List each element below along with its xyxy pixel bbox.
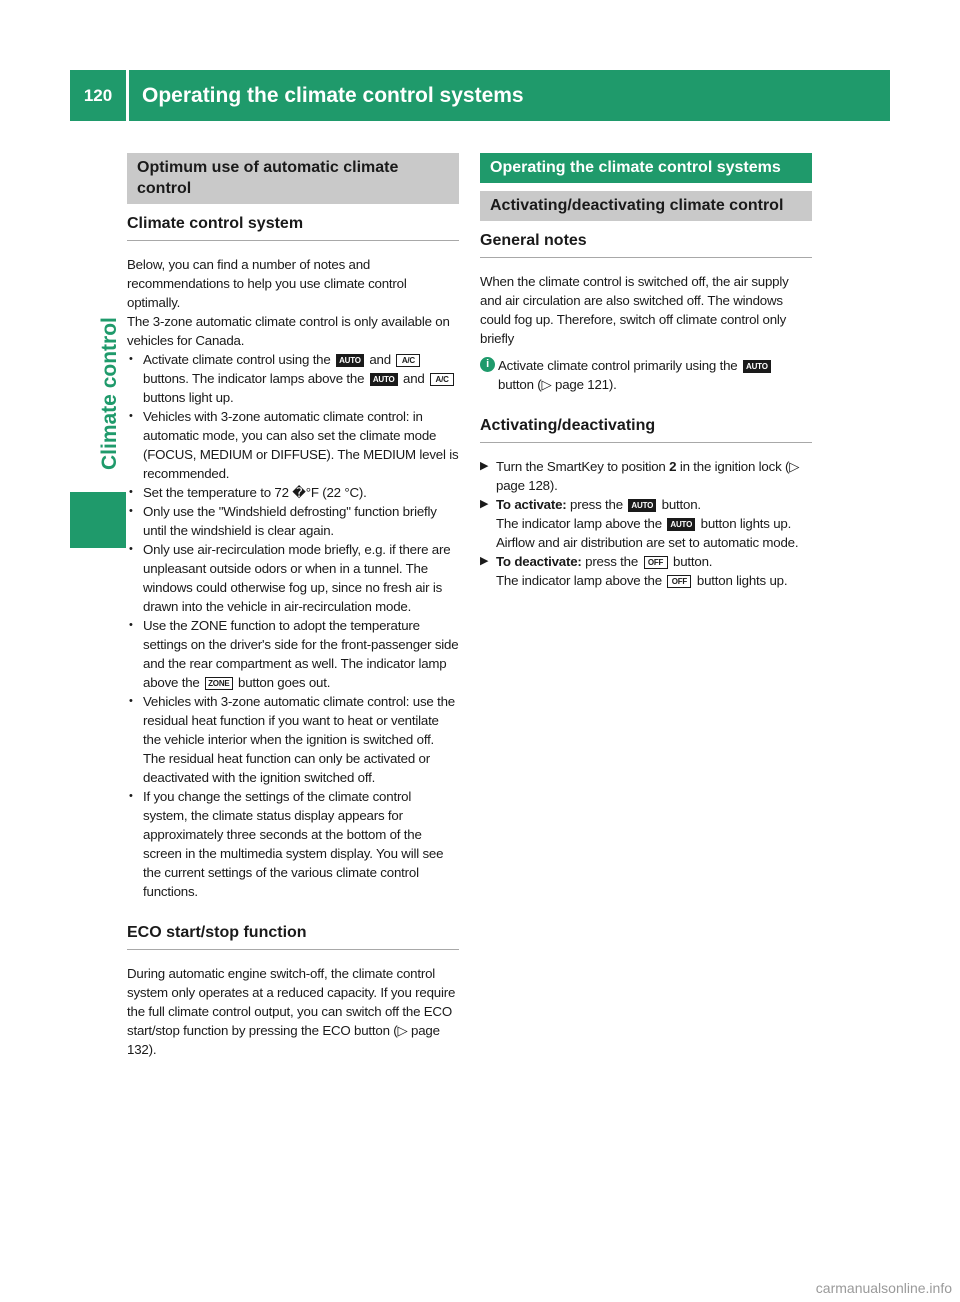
info-note: i Activate climate control primarily using the AUTO button (▷ page 121). [480,356,812,394]
arrow-icon: ▶ [480,498,489,510]
off-key-icon: OFF [644,556,668,569]
body-text [480,457,812,590]
section-heading-box: Activating/deactivating climate control [480,191,812,221]
step-item: ▶ To deactivate: press the OFF button. The indicator lamp above the OFF button lights up. [480,554,788,588]
info-icon: i [480,357,495,372]
arrow-icon: ▶ [480,555,489,567]
chapter-heading-box: Operating the climate control systems [480,153,812,183]
right-column [480,153,812,590]
list-item: • Set the temperature to 72 �°F (22 ‌°C). [129,485,367,500]
auto-key-icon: AUTO [667,518,695,531]
bullet-icon: • [129,543,133,555]
list-item: • Vehicles with 3-zone automatic climate control: use the residual heat function if you want to heat or ventilate the vehicle interior when the ignition is switched off. The residual heat function can only be activated or deactivated with the ignition switched off. [129,694,455,785]
watermark: carmanualsonline.info [815,1280,952,1296]
off-key-icon: OFF [667,575,691,588]
bullet-icon: • [129,790,133,802]
list-item: • Activate climate control using the AUTO and A/C buttons. The indicator lamps above the AUTO and A/C buttons light up. [127,350,459,407]
bullet-icon: • [129,695,133,707]
header-divider [126,70,129,121]
body-text [127,964,459,1059]
bullet-icon: • [129,505,133,517]
zone-key-icon: ZONE [205,677,232,690]
section-title: General notes [480,231,812,258]
body-text [480,272,812,394]
list-item: • Vehicles with 3-zone automatic climate control: in automatic mode, you can also set the climate mode (FOCUS, MEDIUM or DIFFUSE). The MEDIUM level is recommended. [129,409,459,481]
list-item: • Only use the "Windshield defrosting" function briefly until the windshield is clear again. [129,504,437,538]
body-text [127,255,459,901]
list-item: • If you change the settings of the climate control system, the climate status display appears for approximately three seconds at the bottom of the screen in the multimedia system display. You will see the current settings of the various climate control functions. [129,789,444,899]
bullet-list [127,350,459,901]
auto-key-icon: AUTO [336,354,364,367]
paragraph: When the climate control is switched off, the air supply and air circulation are also switched off. The windows could fog up. Therefore, switch off climate control only briefly [480,274,789,346]
side-tab-label: Climate control [98,317,121,470]
bullet-icon: • [129,486,133,498]
page-number: 120 [83,86,113,105]
list-item: • Use the ZONE function to adopt the temperature settings on the driver's side for the front-passenger side and the rear compartment as well. The indicator lamp above the ZONE button goes out. [129,618,459,690]
bullet-icon: • [129,353,133,365]
paragraph: Below, you can find a number of notes and recommendations to help you use climate control optimally. [127,257,407,310]
auto-key-icon: AUTO [743,360,771,373]
step-item: ▶ Turn the SmartKey to position 2 in the ignition lock (▷ page 128). [480,459,800,493]
step-item: ▶ To activate: press the AUTO button. The indicator lamp above the AUTO button lights up. Airflow and air distribution are set to automatic mode. [480,497,799,550]
auto-key-icon: AUTO [628,499,656,512]
list-item: • Only use air-recirculation mode briefly, e.g. if there are unpleasant outside odors or when in a tunnel. The windows could otherwise fog up, since no fresh air is drawn into the vehicle in air-recirculation mode. [129,542,451,614]
left-column [127,153,459,1059]
section-title: Climate control system [127,214,459,241]
bullet-icon: • [129,410,133,422]
section-heading-box: Optimum use of automatic climate control [127,153,459,204]
paragraph: During automatic engine switch-off, the climate control system only operates at a reduced capacity. If you require the full climate control output, you can switch off the ECO start/stop function by pressing the ECO button (▷ page 132). [127,966,456,1057]
side-tab-marker [70,492,126,548]
page-title: Operating the climate control systems [142,84,524,107]
paragraph: The 3-zone automatic climate control is only available on vehicles for Canada. [127,314,450,348]
ac-key-icon: A/C [396,354,420,367]
arrow-icon: ▶ [480,460,489,472]
section-title: Activating/deactivating [480,416,812,443]
ac-key-icon: A/C [430,373,454,386]
bullet-icon: • [129,619,133,631]
auto-key-icon: AUTO [370,373,398,386]
section-title: ECO start/stop function [127,923,459,950]
